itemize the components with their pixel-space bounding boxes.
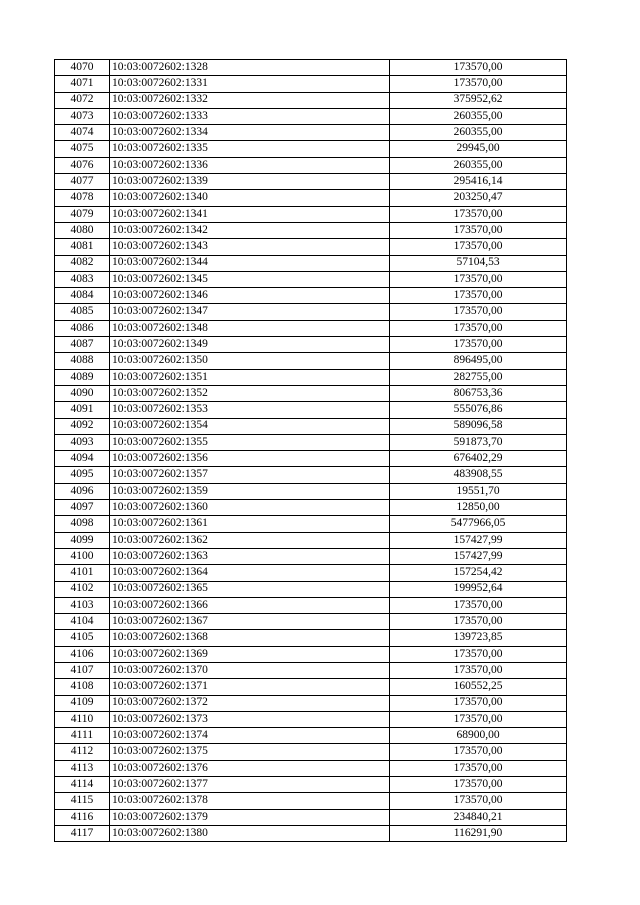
table-row: [55, 239, 567, 255]
cadastral-number-cell: 10:03:0072602:1379: [110, 809, 390, 825]
cadastral-number-cell: 10:03:0072602:1341: [110, 206, 390, 222]
row-number-cell: 4073: [55, 108, 110, 124]
cadastral-number-cell: 10:03:0072602:1352: [110, 385, 390, 401]
amount-cell: 173570,00: [390, 614, 567, 630]
cadastral-number-cell: 10:03:0072602:1354: [110, 418, 390, 434]
row-number-cell: 4090: [55, 385, 110, 401]
table-row: [55, 679, 567, 695]
cadastral-number-cell: 10:03:0072602:1375: [110, 744, 390, 760]
amount-cell: 19551,70: [390, 483, 567, 499]
table-row: [55, 353, 567, 369]
row-number-cell: 4076: [55, 157, 110, 173]
row-number-cell: 4103: [55, 597, 110, 613]
cadastral-number-cell: 10:03:0072602:1345: [110, 271, 390, 287]
row-number-cell: 4096: [55, 483, 110, 499]
table-row: [55, 614, 567, 630]
row-number-cell: 4088: [55, 353, 110, 369]
table-row: [55, 108, 567, 124]
cadastral-number-cell: 10:03:0072602:1334: [110, 125, 390, 141]
row-number-cell: 4083: [55, 271, 110, 287]
table-row: [55, 125, 567, 141]
amount-cell: 173570,00: [390, 222, 567, 238]
amount-cell: 676402,29: [390, 451, 567, 467]
table-row: [55, 516, 567, 532]
table-row: [55, 467, 567, 483]
amount-cell: 173570,00: [390, 271, 567, 287]
cadastral-number-cell: 10:03:0072602:1343: [110, 239, 390, 255]
table-row: [55, 385, 567, 401]
cadastral-number-cell: 10:03:0072602:1368: [110, 630, 390, 646]
table-row: [55, 76, 567, 92]
table-row: [55, 190, 567, 206]
amount-cell: 199952,64: [390, 581, 567, 597]
table-row: [55, 206, 567, 222]
row-number-cell: 4092: [55, 418, 110, 434]
amount-cell: 591873,70: [390, 434, 567, 450]
amount-cell: 173570,00: [390, 304, 567, 320]
cadastral-number-cell: 10:03:0072602:1333: [110, 108, 390, 124]
row-number-cell: 4093: [55, 434, 110, 450]
cadastral-number-cell: 10:03:0072602:1363: [110, 548, 390, 564]
table-row: [55, 157, 567, 173]
table-body: [55, 60, 567, 842]
table-row: [55, 630, 567, 646]
table-row: [55, 646, 567, 662]
table-row: [55, 695, 567, 711]
table-row: [55, 744, 567, 760]
row-number-cell: 4106: [55, 646, 110, 662]
amount-cell: 173570,00: [390, 337, 567, 353]
row-number-cell: 4078: [55, 190, 110, 206]
amount-cell: 57104,53: [390, 255, 567, 271]
table-row: [55, 777, 567, 793]
amount-cell: 173570,00: [390, 288, 567, 304]
table-row: [55, 369, 567, 385]
amount-cell: 160552,25: [390, 679, 567, 695]
amount-cell: 173570,00: [390, 206, 567, 222]
row-number-cell: 4110: [55, 711, 110, 727]
cadastral-number-cell: 10:03:0072602:1362: [110, 532, 390, 548]
cadastral-number-cell: 10:03:0072602:1350: [110, 353, 390, 369]
amount-cell: 173570,00: [390, 711, 567, 727]
cadastral-number-cell: 10:03:0072602:1359: [110, 483, 390, 499]
amount-cell: 68900,00: [390, 728, 567, 744]
amount-cell: 173570,00: [390, 239, 567, 255]
amount-cell: 12850,00: [390, 500, 567, 516]
amount-cell: 173570,00: [390, 793, 567, 809]
cadastral-number-cell: 10:03:0072602:1351: [110, 369, 390, 385]
row-number-cell: 4071: [55, 76, 110, 92]
amount-cell: 589096,58: [390, 418, 567, 434]
table-row: [55, 337, 567, 353]
table-row: [55, 304, 567, 320]
cadastral-number-cell: 10:03:0072602:1336: [110, 157, 390, 173]
cadastral-number-cell: 10:03:0072602:1369: [110, 646, 390, 662]
cadastral-number-cell: 10:03:0072602:1376: [110, 760, 390, 776]
table-row: [55, 174, 567, 190]
cadastral-number-cell: 10:03:0072602:1346: [110, 288, 390, 304]
amount-cell: 173570,00: [390, 744, 567, 760]
row-number-cell: 4113: [55, 760, 110, 776]
cadastral-number-cell: 10:03:0072602:1380: [110, 825, 390, 841]
row-number-cell: 4111: [55, 728, 110, 744]
cadastral-number-cell: 10:03:0072602:1328: [110, 60, 390, 76]
row-number-cell: 4081: [55, 239, 110, 255]
cadastral-number-cell: 10:03:0072602:1374: [110, 728, 390, 744]
amount-cell: 173570,00: [390, 777, 567, 793]
cadastral-number-cell: 10:03:0072602:1348: [110, 320, 390, 336]
amount-cell: 375952,62: [390, 92, 567, 108]
cadastral-value-table: [54, 59, 567, 842]
row-number-cell: 4100: [55, 548, 110, 564]
row-number-cell: 4102: [55, 581, 110, 597]
amount-cell: 260355,00: [390, 157, 567, 173]
amount-cell: 173570,00: [390, 320, 567, 336]
row-number-cell: 4091: [55, 402, 110, 418]
cadastral-number-cell: 10:03:0072602:1342: [110, 222, 390, 238]
amount-cell: 173570,00: [390, 597, 567, 613]
table-row: [55, 288, 567, 304]
table-row: [55, 532, 567, 548]
cadastral-number-cell: 10:03:0072602:1347: [110, 304, 390, 320]
cadastral-number-cell: 10:03:0072602:1371: [110, 679, 390, 695]
table-row: [55, 728, 567, 744]
row-number-cell: 4115: [55, 793, 110, 809]
table-row: [55, 483, 567, 499]
cadastral-number-cell: 10:03:0072602:1332: [110, 92, 390, 108]
table-row: [55, 662, 567, 678]
row-number-cell: 4070: [55, 60, 110, 76]
cadastral-number-cell: 10:03:0072602:1357: [110, 467, 390, 483]
table-row: [55, 793, 567, 809]
cadastral-number-cell: 10:03:0072602:1370: [110, 662, 390, 678]
table-row: [55, 565, 567, 581]
amount-cell: 173570,00: [390, 760, 567, 776]
amount-cell: 203250,47: [390, 190, 567, 206]
row-number-cell: 4094: [55, 451, 110, 467]
amount-cell: 173570,00: [390, 695, 567, 711]
row-number-cell: 4114: [55, 777, 110, 793]
table-row: [55, 809, 567, 825]
amount-cell: 139723,85: [390, 630, 567, 646]
table-row: [55, 825, 567, 841]
cadastral-number-cell: 10:03:0072602:1367: [110, 614, 390, 630]
cadastral-number-cell: 10:03:0072602:1373: [110, 711, 390, 727]
table-row: [55, 711, 567, 727]
row-number-cell: 4087: [55, 337, 110, 353]
row-number-cell: 4074: [55, 125, 110, 141]
row-number-cell: 4097: [55, 500, 110, 516]
amount-cell: 173570,00: [390, 76, 567, 92]
cadastral-number-cell: 10:03:0072602:1366: [110, 597, 390, 613]
row-number-cell: 4104: [55, 614, 110, 630]
cadastral-number-cell: 10:03:0072602:1335: [110, 141, 390, 157]
row-number-cell: 4082: [55, 255, 110, 271]
cadastral-number-cell: 10:03:0072602:1365: [110, 581, 390, 597]
table-row: [55, 255, 567, 271]
table-row: [55, 500, 567, 516]
amount-cell: 116291,90: [390, 825, 567, 841]
table-row: [55, 271, 567, 287]
row-number-cell: 4105: [55, 630, 110, 646]
table-row: [55, 222, 567, 238]
amount-cell: 295416,14: [390, 174, 567, 190]
table-row: [55, 92, 567, 108]
cadastral-number-cell: 10:03:0072602:1377: [110, 777, 390, 793]
table-row: [55, 581, 567, 597]
cadastral-number-cell: 10:03:0072602:1349: [110, 337, 390, 353]
table-row: [55, 434, 567, 450]
table-row: [55, 548, 567, 564]
amount-cell: 896495,00: [390, 353, 567, 369]
cadastral-number-cell: 10:03:0072602:1361: [110, 516, 390, 532]
amount-cell: 260355,00: [390, 108, 567, 124]
row-number-cell: 4112: [55, 744, 110, 760]
cadastral-number-cell: 10:03:0072602:1356: [110, 451, 390, 467]
row-number-cell: 4089: [55, 369, 110, 385]
row-number-cell: 4101: [55, 565, 110, 581]
amount-cell: 282755,00: [390, 369, 567, 385]
amount-cell: 157427,99: [390, 532, 567, 548]
cadastral-number-cell: 10:03:0072602:1355: [110, 434, 390, 450]
amount-cell: 173570,00: [390, 662, 567, 678]
cadastral-number-cell: 10:03:0072602:1353: [110, 402, 390, 418]
row-number-cell: 4072: [55, 92, 110, 108]
amount-cell: 555076,86: [390, 402, 567, 418]
amount-cell: 157254,42: [390, 565, 567, 581]
table-row: [55, 60, 567, 76]
cadastral-number-cell: 10:03:0072602:1340: [110, 190, 390, 206]
row-number-cell: 4109: [55, 695, 110, 711]
table-row: [55, 597, 567, 613]
cadastral-number-cell: 10:03:0072602:1339: [110, 174, 390, 190]
row-number-cell: 4099: [55, 532, 110, 548]
row-number-cell: 4085: [55, 304, 110, 320]
table-row: [55, 402, 567, 418]
cadastral-number-cell: 10:03:0072602:1378: [110, 793, 390, 809]
cadastral-number-cell: 10:03:0072602:1331: [110, 76, 390, 92]
amount-cell: 806753,36: [390, 385, 567, 401]
table-row: [55, 141, 567, 157]
row-number-cell: 4079: [55, 206, 110, 222]
row-number-cell: 4086: [55, 320, 110, 336]
table-row: [55, 320, 567, 336]
cadastral-number-cell: 10:03:0072602:1372: [110, 695, 390, 711]
amount-cell: 157427,99: [390, 548, 567, 564]
row-number-cell: 4084: [55, 288, 110, 304]
cadastral-number-cell: 10:03:0072602:1364: [110, 565, 390, 581]
amount-cell: 234840,21: [390, 809, 567, 825]
row-number-cell: 4080: [55, 222, 110, 238]
amount-cell: 260355,00: [390, 125, 567, 141]
table-row: [55, 451, 567, 467]
row-number-cell: 4077: [55, 174, 110, 190]
amount-cell: 29945,00: [390, 141, 567, 157]
row-number-cell: 4098: [55, 516, 110, 532]
row-number-cell: 4107: [55, 662, 110, 678]
row-number-cell: 4075: [55, 141, 110, 157]
cadastral-number-cell: 10:03:0072602:1360: [110, 500, 390, 516]
amount-cell: 173570,00: [390, 60, 567, 76]
amount-cell: 5477966,05: [390, 516, 567, 532]
table-row: [55, 418, 567, 434]
table-row: [55, 760, 567, 776]
row-number-cell: 4095: [55, 467, 110, 483]
amount-cell: 483908,55: [390, 467, 567, 483]
document-page: [54, 59, 567, 842]
row-number-cell: 4116: [55, 809, 110, 825]
cadastral-number-cell: 10:03:0072602:1344: [110, 255, 390, 271]
row-number-cell: 4117: [55, 825, 110, 841]
row-number-cell: 4108: [55, 679, 110, 695]
amount-cell: 173570,00: [390, 646, 567, 662]
